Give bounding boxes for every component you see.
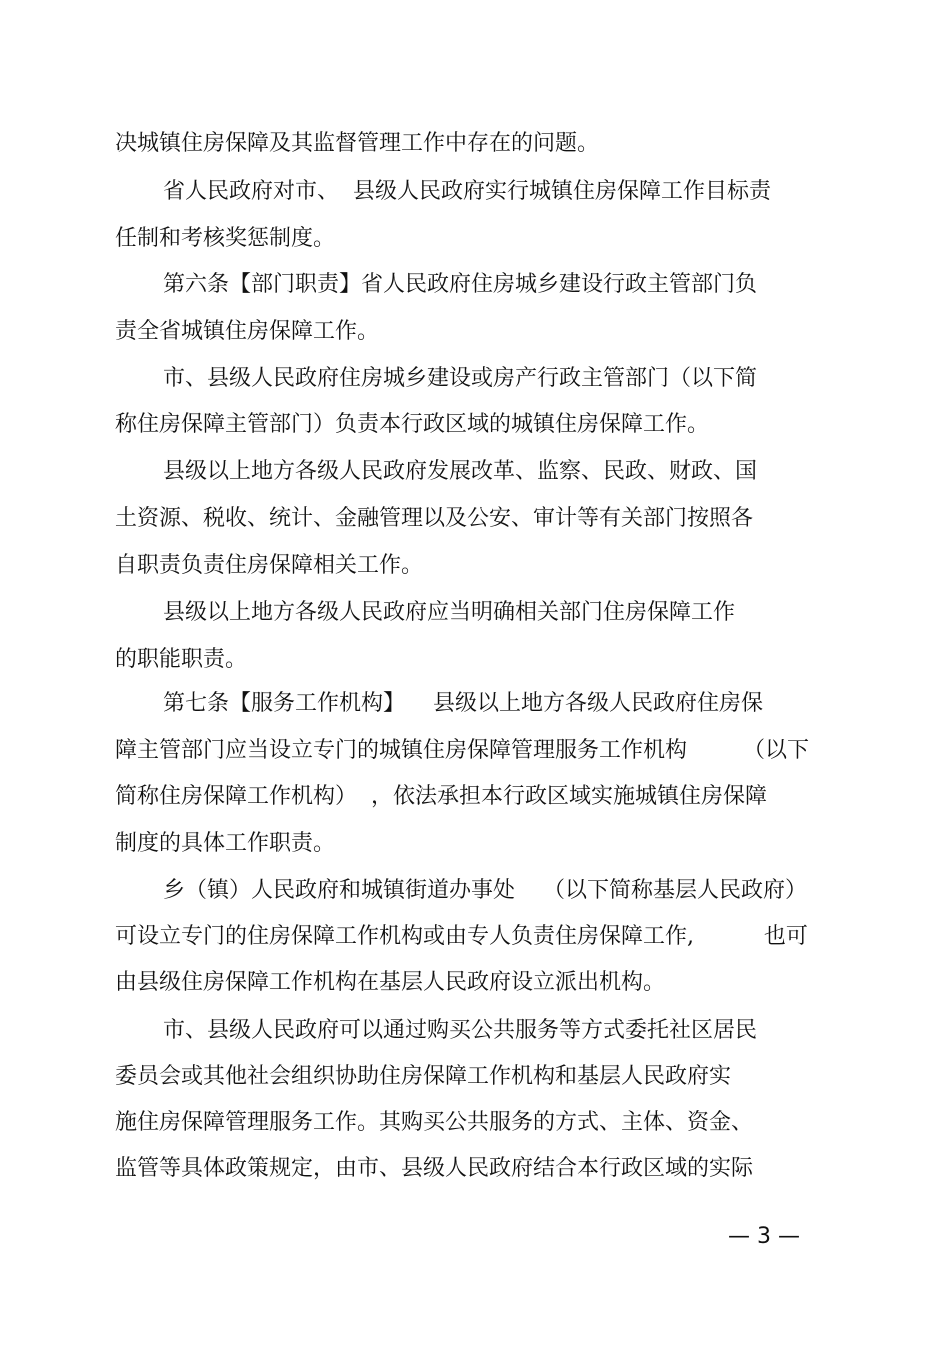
text-line: 第六条【部门职责】省人民政府住房城乡建设行政主管部门负 bbox=[163, 272, 758, 297]
text-line: 县级以上地方各级人民政府应当明确相关部门住房保障工作 bbox=[163, 600, 736, 625]
text-line: 土资源、税收、统计、金融管理以及公安、审计等有关部门按照各 bbox=[115, 506, 754, 531]
text-line: 称住房保障主管部门）负责本行政区域的城镇住房保障工作。 bbox=[115, 412, 710, 437]
text-line: 责全省城镇住房保障工作。 bbox=[115, 319, 380, 344]
text-line: 由县级住房保障工作机构在基层人民政府设立派出机构。 bbox=[115, 970, 666, 995]
text-line: 市、县级人民政府住房城乡建设或房产行政主管部门（以下简 bbox=[163, 366, 758, 391]
text-line: 自职责负责住房保障相关工作。 bbox=[115, 553, 424, 578]
text-line: 市、县级人民政府可以通过购买公共服务等方式委托社区居民 bbox=[163, 1018, 758, 1043]
text-line: 施住房保障管理服务工作。其购买公共服务的方式、主体、资金、 bbox=[115, 1110, 754, 1135]
text-line: 乡（镇）人民政府和城镇街道办事处 （以下简称基层人民政府） bbox=[163, 878, 807, 903]
text-line: 决城镇住房保障及其监督管理工作中存在的问题。 bbox=[115, 131, 600, 156]
text-line: 县级以上地方各级人民政府发展改革、监察、民政、财政、国 bbox=[163, 459, 758, 484]
page-number: — 3 — bbox=[728, 1224, 800, 1249]
text-line: 监管等具体政策规定，由市、县级人民政府结合本行政区域的实际 bbox=[115, 1156, 754, 1181]
text-line: 任制和考核奖惩制度。 bbox=[115, 226, 336, 251]
text-line: 省人民政府对市、 县级人民政府实行城镇住房保障工作目标责 bbox=[163, 179, 771, 204]
text-line: 第七条【服务工作机构】 县级以上地方各级人民政府住房保 bbox=[163, 691, 763, 716]
text-line: 委员会或其他社会组织协助住房保障工作机构和基层人民政府实 bbox=[115, 1064, 732, 1089]
text-line: 简称住房保障工作机构） ，依法承担本行政区域实施城镇住房保障 bbox=[115, 784, 767, 809]
text-line: 障主管部门应当设立专门的城镇住房保障管理服务工作机构 （以下 bbox=[115, 738, 809, 763]
text-line: 可设立专门的住房保障工作机构或由专人负责住房保障工作, 也可 bbox=[115, 924, 808, 949]
text-line: 的职能职责。 bbox=[115, 647, 248, 672]
text-line: 制度的具体工作职责。 bbox=[115, 831, 336, 856]
